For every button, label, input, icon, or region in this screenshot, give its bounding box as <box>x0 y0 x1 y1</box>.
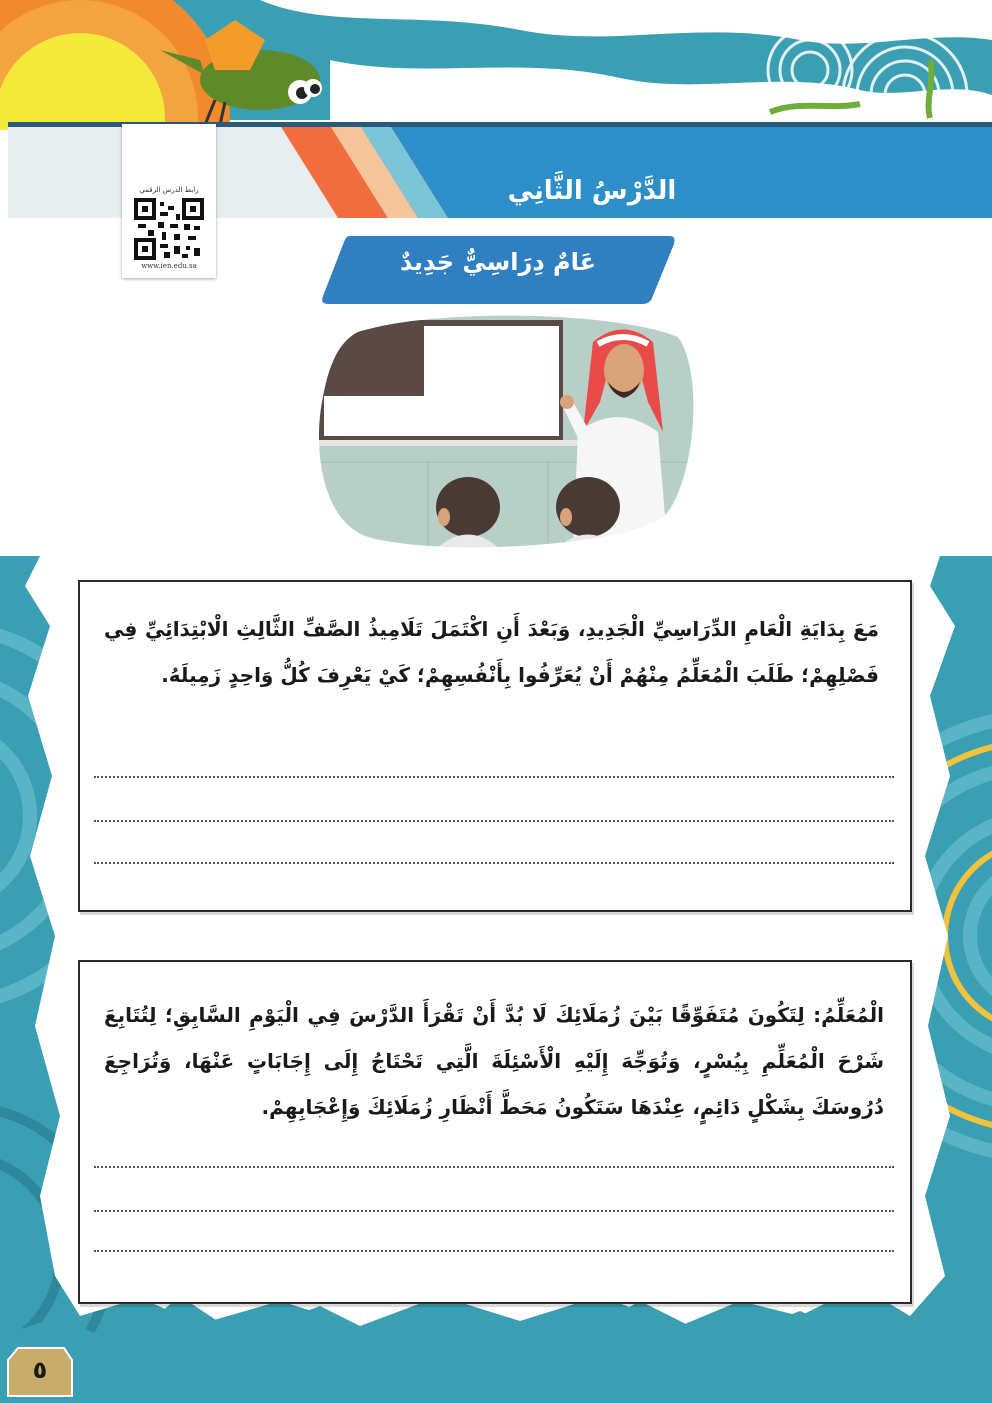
page-number: ٥ <box>32 1356 48 1384</box>
lesson-subtitle: عَامٌ دِرَاسِيٌّ جَدِيدٌ <box>400 248 596 276</box>
paragraph-1: مَعَ بِدَايَةِ الْعَامِ الدِّرَاسِيِّ الْجَدِيدِ، وَبَعْدَ أَنِ اكْتَمَلَ تَلَامِيذُ الصَّفِّ الثَّالِثِ الْابْتِدَائِيِّ فِي فَصْلِهِمْ؛ طَلَبَ الْمُعَلِّمُ مِنْهُمْ أَنْ يُعَرِّفُوا بِأَنْفُسِهِمْ؛ كَيْ يَعْرِفَ كُلُّ وَاحِدٍ زَمِيلَهُ. <box>104 617 879 687</box>
qr-url[interactable]: www.ien.edu.sa <box>141 262 197 270</box>
top-decoration <box>0 0 992 130</box>
writing-line[interactable] <box>94 1166 894 1168</box>
qr-card[interactable] <box>122 124 216 278</box>
qr-code-icon[interactable] <box>134 198 204 260</box>
writing-line[interactable] <box>94 820 894 822</box>
lesson-title: الدَّرْسُ الثَّانِي <box>507 176 677 206</box>
writing-line[interactable] <box>94 1250 894 1252</box>
writing-line[interactable] <box>94 1210 894 1212</box>
writing-line[interactable] <box>94 862 894 864</box>
classroom-illustration <box>318 312 698 552</box>
paragraph-2: الْمُعَلِّمُ: لِتَكُونَ مُتَفَوِّقًا بَيْنَ زُمَلَائِكَ لَا بُدَّ أَنْ تَقْرَأَ الدَّرْسَ فِي الْيَوْمِ السَّابِقِ؛ لِتُتَابِعَ شَرْحَ الْمُعَلِّمِ بِيُسْرٍ، وَتُوَجِّهَ إِلَيْهِ الْأَسْئِلَةَ الَّتِي تَحْتَاجُ إِلَى إِجَابَاتٍ عَنْهَا، وَتُرَاجِعَ دُرُوسَكَ بِشَكْلٍ دَائِمٍ، عِنْدَهَا سَتَكُونُ مَحَطَّ أَنْظَارِ زُمَلَائِكَ وَإِعْجَابِهِمْ. <box>104 1003 884 1119</box>
writing-line[interactable] <box>94 776 894 778</box>
qr-label: رابط الدرس الرقمي <box>139 186 199 194</box>
